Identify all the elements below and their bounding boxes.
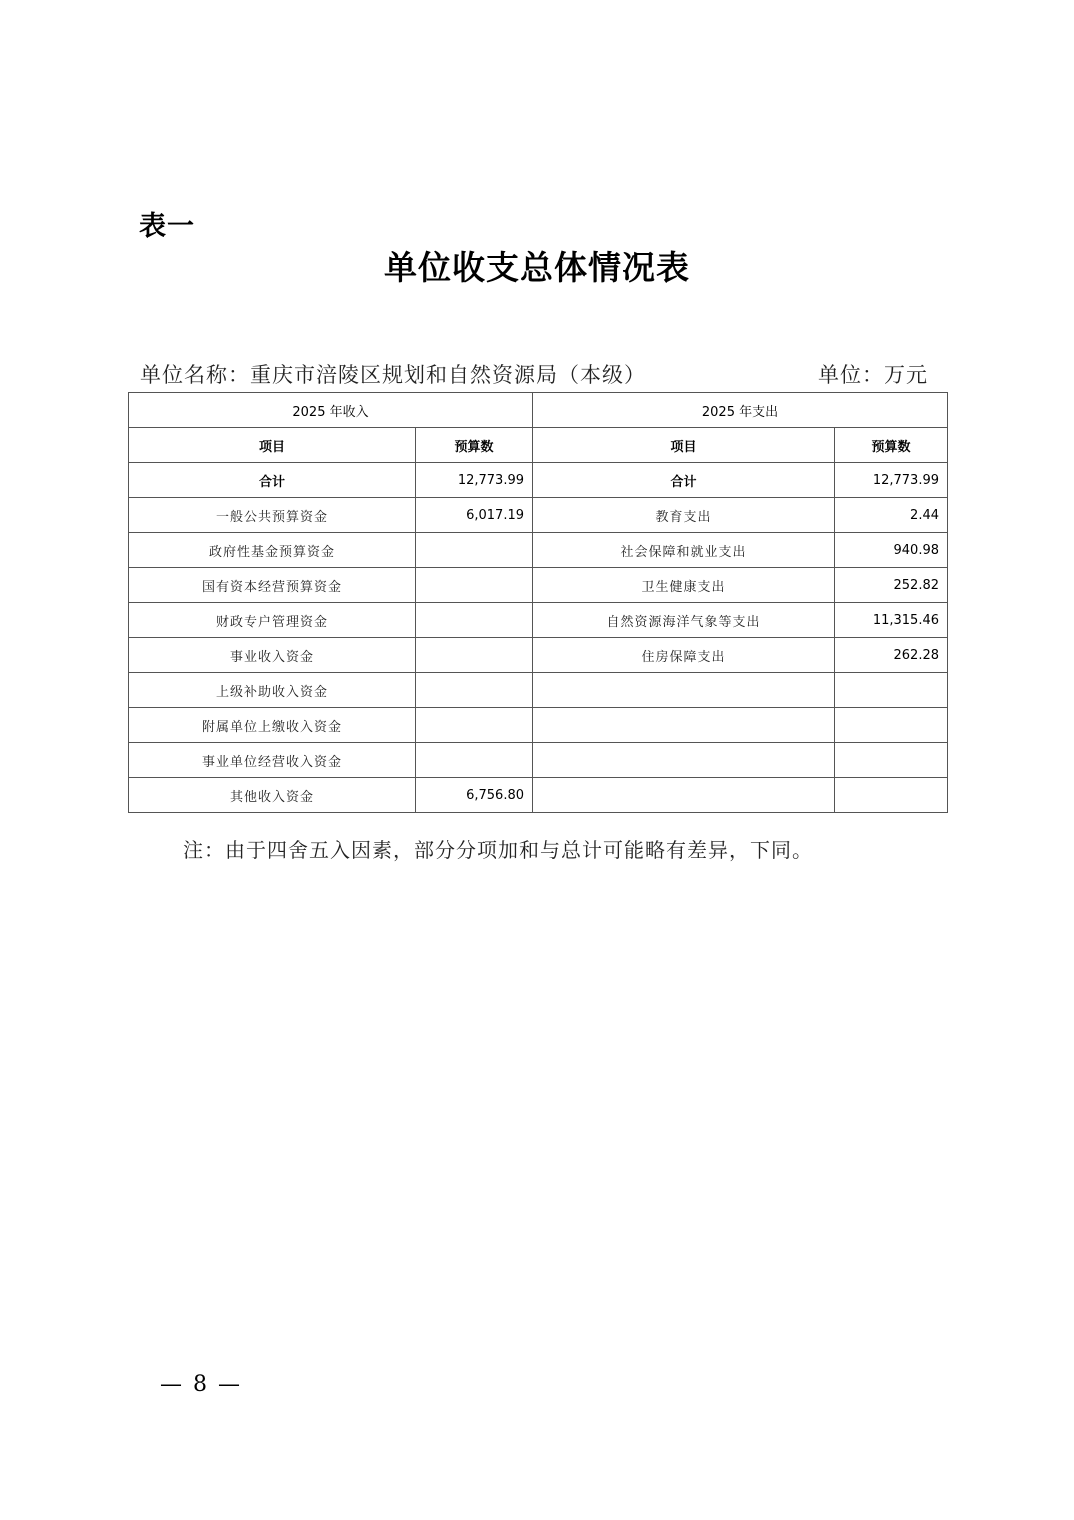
section-header-row	[129, 393, 948, 428]
table-row	[129, 638, 948, 673]
expense-item-header: 项目	[533, 428, 835, 463]
income-item: 其他收入资金	[129, 778, 416, 813]
unit-label: 单位：万元	[818, 363, 928, 387]
page-number: — 8 —	[160, 1372, 242, 1397]
table-label: 表一	[139, 211, 195, 242]
expense-item: 卫生健康支出	[533, 568, 835, 603]
table-row	[129, 568, 948, 603]
income-total-value: 12,773.99	[416, 463, 533, 498]
expense-value: 11,315.46	[835, 603, 948, 638]
column-header-row	[129, 428, 948, 463]
expense-total-value: 12,773.99	[835, 463, 948, 498]
page-title: 单位收支总体情况表	[384, 248, 690, 287]
expense-value: 262.28	[835, 638, 948, 673]
expense-item	[533, 743, 835, 778]
expense-item: 住房保障支出	[533, 638, 835, 673]
expense-total-label: 合计	[533, 463, 835, 498]
income-value	[416, 638, 533, 673]
expense-item: 自然资源海洋气象等支出	[533, 603, 835, 638]
income-value: 6,017.19	[416, 498, 533, 533]
income-item: 附属单位上缴收入资金	[129, 708, 416, 743]
table-row	[129, 743, 948, 778]
table-row	[129, 673, 948, 708]
income-value	[416, 708, 533, 743]
expense-item: 社会保障和就业支出	[533, 533, 835, 568]
total-row	[129, 463, 948, 498]
income-value	[416, 603, 533, 638]
table-row	[129, 708, 948, 743]
expense-value	[835, 673, 948, 708]
table-row	[129, 603, 948, 638]
income-item-header: 项目	[129, 428, 416, 463]
expense-amount-header: 预算数	[835, 428, 948, 463]
table-row	[129, 498, 948, 533]
table-row	[129, 778, 948, 813]
expense-value: 940.98	[835, 533, 948, 568]
unit-name: 单位名称：重庆市涪陵区规划和自然资源局（本级）	[140, 363, 646, 387]
table-row	[129, 533, 948, 568]
footnote: 注：由于四舍五入因素，部分分项加和与总计可能略有差异，下同。	[183, 838, 813, 862]
income-value	[416, 743, 533, 778]
expense-section-header: 2025 年支出	[533, 393, 948, 428]
income-item: 事业收入资金	[129, 638, 416, 673]
expense-value	[835, 778, 948, 813]
income-value	[416, 568, 533, 603]
income-value: 6,756.80	[416, 778, 533, 813]
income-item: 上级补助收入资金	[129, 673, 416, 708]
budget-table	[128, 392, 948, 813]
income-item: 财政专户管理资金	[129, 603, 416, 638]
income-value	[416, 673, 533, 708]
income-item: 一般公共预算资金	[129, 498, 416, 533]
income-item: 政府性基金预算资金	[129, 533, 416, 568]
income-item: 事业单位经营收入资金	[129, 743, 416, 778]
income-value	[416, 533, 533, 568]
expense-value	[835, 743, 948, 778]
expense-item	[533, 778, 835, 813]
expense-item	[533, 673, 835, 708]
expense-item: 教育支出	[533, 498, 835, 533]
expense-value	[835, 708, 948, 743]
income-section-header: 2025 年收入	[129, 393, 533, 428]
expense-value: 2.44	[835, 498, 948, 533]
income-amount-header: 预算数	[416, 428, 533, 463]
expense-value: 252.82	[835, 568, 948, 603]
expense-item	[533, 708, 835, 743]
income-total-label: 合计	[129, 463, 416, 498]
income-item: 国有资本经营预算资金	[129, 568, 416, 603]
